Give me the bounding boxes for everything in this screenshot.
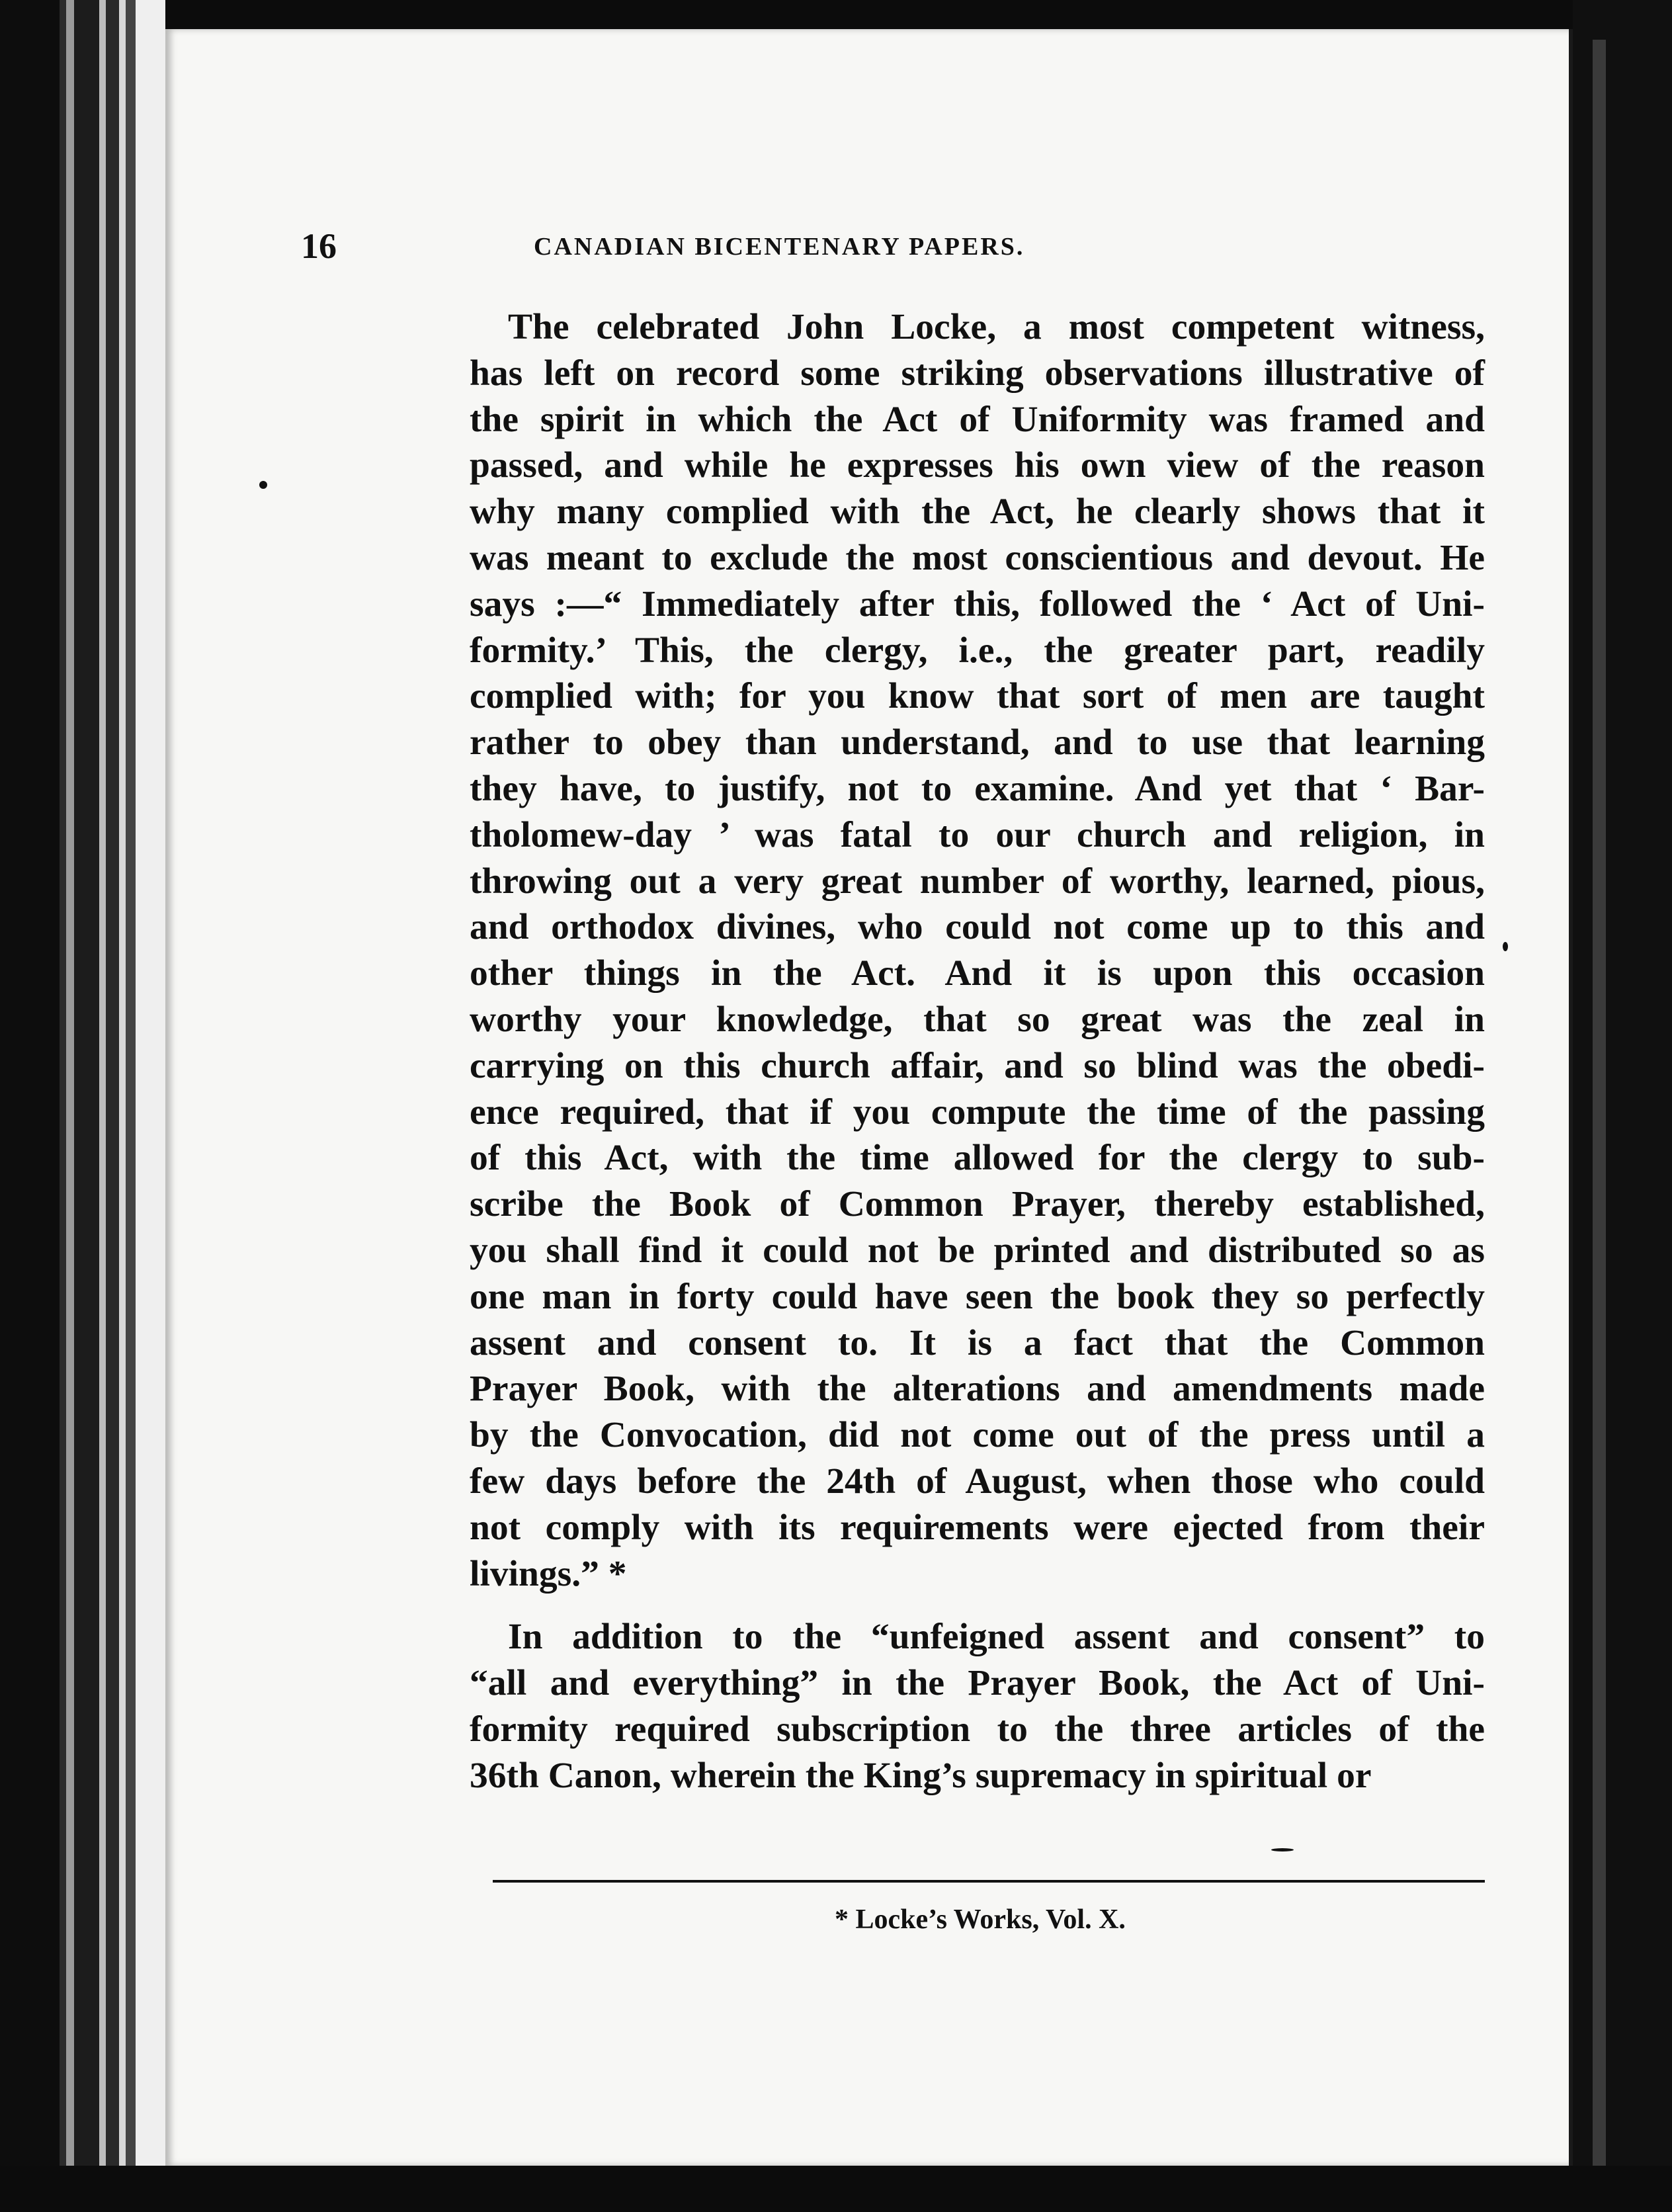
scan-border-top bbox=[0, 0, 1672, 29]
footnote-rule bbox=[493, 1880, 1485, 1883]
footnote: * Locke’s Works, Vol. X. bbox=[835, 1904, 1126, 1935]
running-head bbox=[301, 220, 1247, 273]
text-line: complied with; for you know that sort of men are taught bbox=[470, 676, 1485, 717]
scan-border-bottom bbox=[0, 2166, 1672, 2212]
text-line: ence required, that if you compute the time of the passing bbox=[470, 1091, 1485, 1132]
text-line: 36th Canon, wherein the King’s supremacy in spiritual or bbox=[470, 1755, 1372, 1796]
ink-speck bbox=[259, 481, 267, 489]
text-line: of this Act, with the time allowed for the clergy to sub- bbox=[470, 1138, 1485, 1179]
text-line: says :—“ Immediately after this, followed the ‘ Act of Uni- bbox=[470, 583, 1485, 624]
text-line: formity required subscription to the three articles of the bbox=[470, 1709, 1485, 1750]
ink-speck bbox=[1271, 1848, 1294, 1851]
text-line: one man in forty could have seen the book they so perfectly bbox=[470, 1276, 1485, 1317]
text-line: livings.” * bbox=[470, 1553, 627, 1594]
page-number: 16 bbox=[301, 226, 337, 266]
text-line: few days before the 24th of August, when those who could bbox=[470, 1461, 1485, 1502]
text-line: formity.’ This, the clergy, i.e., the greater part, readily bbox=[470, 630, 1485, 671]
text-line: throwing out a very great number of worthy, learned, pious, bbox=[470, 861, 1485, 902]
paragraph bbox=[470, 304, 1485, 1597]
text-line: In addition to the “unfeigned assent and consent” to bbox=[508, 1617, 1485, 1658]
text-line: Prayer Book, with the alterations and amendments made bbox=[470, 1369, 1485, 1410]
ink-speck bbox=[1503, 942, 1508, 951]
running-title: CANADIAN BICENTENARY PAPERS. bbox=[534, 233, 1025, 261]
scan-border-right bbox=[1573, 0, 1672, 2212]
paragraph bbox=[470, 1614, 1485, 1799]
text-line: other things in the Act. And it is upon this occasion bbox=[470, 953, 1485, 994]
text-line: you shall find it could not be printed and distributed so as bbox=[470, 1230, 1485, 1271]
text-line: scribe the Book of Common Prayer, thereby established, bbox=[470, 1184, 1485, 1225]
text-line: has left on record some striking observations illustrative of bbox=[470, 353, 1485, 394]
facing-page-edge bbox=[1593, 40, 1606, 2170]
text-line: why many complied with the Act, he clearly shows that it bbox=[470, 491, 1485, 532]
text-line: they have, to justify, not to examine. And yet that ‘ Bar- bbox=[470, 768, 1485, 809]
text-line: passed, and while he expresses his own view of the reason bbox=[470, 445, 1485, 486]
text-line: was meant to exclude the most conscientious and devout. He bbox=[470, 537, 1485, 578]
text-line: The celebrated John Locke, a most competent witness, bbox=[508, 307, 1485, 347]
text-line: by the Convocation, did not come out of the press until a bbox=[470, 1415, 1485, 1456]
text-line: assent and consent to. It is a fact that the Common bbox=[470, 1322, 1485, 1363]
text-line: carrying on this church affair, and so blind was the obedi- bbox=[470, 1045, 1485, 1086]
text-line: “all and everything” in the Prayer Book, the Act of Uni- bbox=[470, 1663, 1485, 1704]
text-line: not comply with its requirements were ejected from their bbox=[470, 1507, 1485, 1548]
text-line: rather to obey than understand, and to use that learning bbox=[470, 722, 1485, 763]
paragraph-gap bbox=[470, 1597, 1485, 1614]
text-line: tholomew-day ’ was fatal to our church and religion, in bbox=[470, 814, 1485, 855]
book-edge-left bbox=[0, 0, 165, 2212]
body-text bbox=[470, 304, 1485, 1799]
text-line: the spirit in which the Act of Uniformity was framed and bbox=[470, 399, 1485, 440]
text-line: and orthodox divines, who could not come up to this and bbox=[470, 907, 1485, 948]
text-line: worthy your knowledge, that so great was the zeal in bbox=[470, 999, 1485, 1040]
